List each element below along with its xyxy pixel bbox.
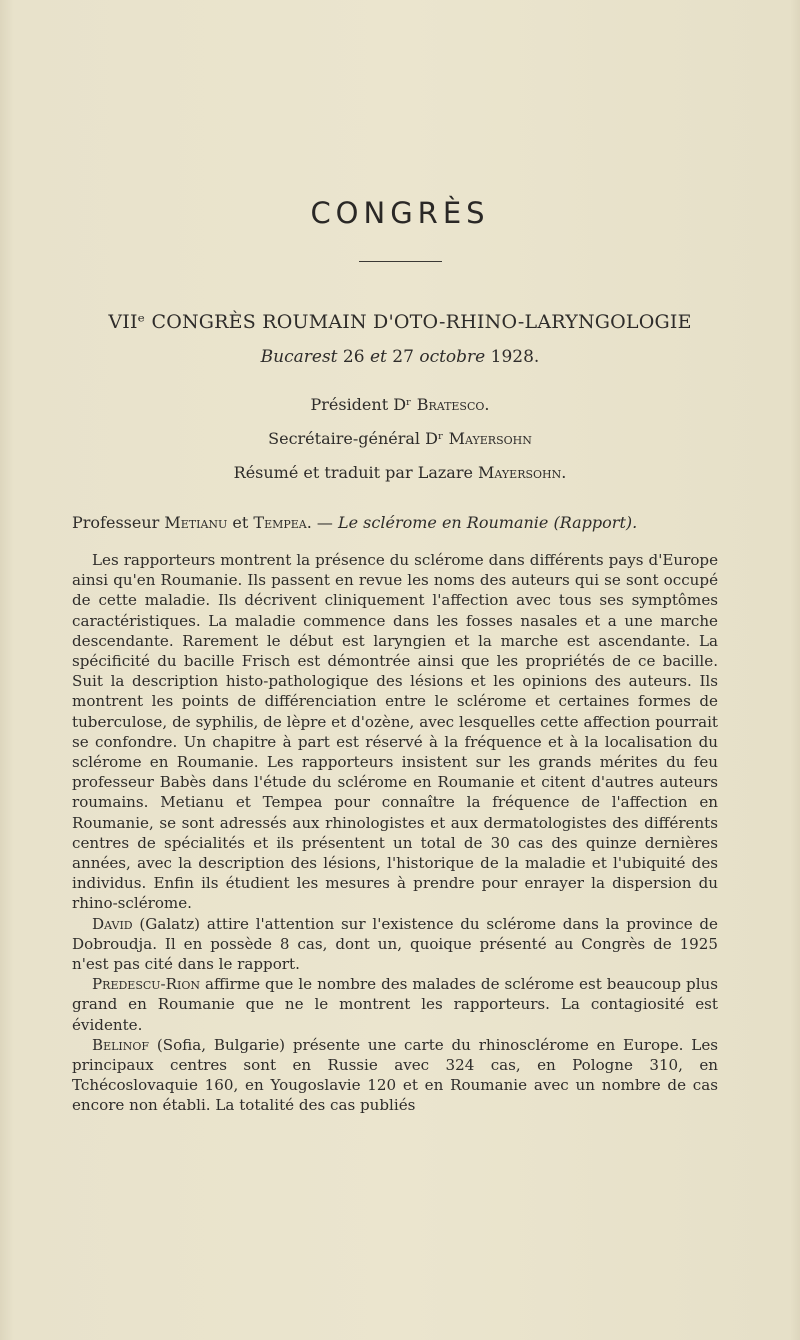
secretary-line — [0, 429, 800, 448]
dates-place: Bucarest — [260, 347, 338, 367]
translator-name: Mayersohn — [478, 463, 562, 482]
paragraph — [72, 914, 718, 975]
paragraph-text: (Galatz) attire l'attention sur l'existence du sclérome dans la province de Dobroudja. Il en possède 8 cas, dont un, quoique présenté au Congrès de 1925 n'est pas cité dans le rapport. — [72, 914, 718, 974]
speaker-name: Predescu-Rion — [92, 975, 200, 994]
paragraph-text: Les rapporteurs montrent la présence du sclérome dans différents pays d'Europe ainsi qu'en Roumanie. Ils passent en revue les noms des auteurs qui se sont occupé de cette maladie. Ils décrivent cliniquement l'affection avec tous ses symptômes caractéristiques. La maladie commence dans les fosses nasales et a une marche descendante. Rarement le début est laryngien et la marche est ascendante. La spécificité du bacille Frisch est démontrée ainsi que les propriétés de ce bacille. Suit la description histo-pathologique des lésions et les opinions des auteurs. Ils montrent les points de différenciation entre le sclérome et certaines formes de tuberculose, de syphilis, de lèpre et d'ozène, avec lesquelles cette affection pourrait se confondre. Un chapitre à part est réservé à la fréquence et à la localisation du sclérome en Roumanie. Les rapporteurs insistent sur les grands mérites du feu professeur Babès dans l'étude du sclérome en Roumanie et citent d'autres auteurs roumains. Metianu et Tempea pour connaître la fréquence de l'affection en Roumanie, se sont adressés aux rhinologistes et aux dermatologistes des différents centres de spécialités et ils présentent un total de 30 cas des quinze dernières années, avec la description des lésions, l'historique de la maladie et l'ubiquité des individus. Enfin ils étudient les mesures à prendre pour enrayer la dispersion du rhino-sclérome. — [72, 551, 718, 913]
dates-year: 1928. — [490, 347, 540, 367]
lead-prefix: Professeur — [72, 513, 165, 532]
president-end: . — [484, 395, 490, 414]
translator-label: Résumé et traduit par Lazare — [233, 463, 479, 482]
dates-month: octobre — [419, 347, 486, 367]
page-title: CONGRÈS — [310, 196, 490, 230]
secretary-name: Mayersohn — [448, 429, 532, 448]
dates-and: et — [369, 347, 387, 367]
lead-tag: (Rapport). — [548, 513, 638, 532]
congress-dates — [0, 347, 800, 367]
report-body — [72, 550, 718, 1116]
title-rule — [359, 261, 442, 262]
translator-line — [0, 463, 800, 482]
translator-end: . — [561, 463, 567, 482]
secretary-label: Secrétaire-général Dʳ — [268, 429, 449, 448]
paragraph — [72, 1035, 718, 1116]
president-name: Bratesco — [416, 395, 485, 414]
lead-dash: . — — [306, 513, 338, 532]
president-line — [0, 395, 800, 414]
speaker-name: David — [92, 914, 133, 933]
paragraph-text: affirme que le nombre des malades de sclérome est beaucoup plus grand en Roumanie que ne le montrent les rapporteurs. La contagiosité est évidente. — [72, 975, 718, 1034]
lead-author-2: Tempea — [253, 513, 307, 532]
report-lead — [72, 513, 752, 532]
dates-day2: 27 — [392, 347, 414, 367]
dates-day1: 26 — [342, 347, 365, 367]
lead-author-1: Metianu — [164, 513, 228, 532]
paragraph-text: (Sofia, Bulgarie) présente une carte du rhinosclérome en Europe. Les principaux centres sont en Russie avec 324 cas, en Pologne 310, en Tchécoslovaquie 160, en Yougoslavie 120 et en Roumanie avec un nombre de cas encore non établi. La totalité des cas publiés — [72, 1035, 718, 1115]
lead-joiner: et — [227, 513, 254, 532]
paragraph — [72, 974, 718, 1035]
congress-heading: VIIᵉ CONGRÈS ROUMAIN D'OTO-RHINO-LARYNGOLOGIE — [108, 311, 692, 333]
paragraph — [72, 550, 718, 914]
speaker-name: Belinof — [92, 1035, 150, 1054]
president-label: Président Dʳ — [310, 395, 417, 414]
lead-topic: Le sclérome en Roumanie — [338, 513, 549, 532]
